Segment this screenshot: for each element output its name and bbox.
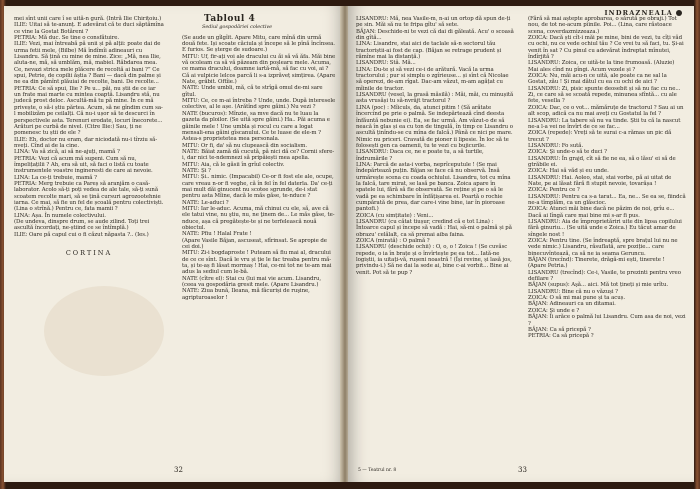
dialogue-paragraph: BĂJAN: Ca să pricepă ? (528, 326, 591, 333)
dialogue-paragraph: LISANDRU (vesel, la grasă măsilă) : Măi, măi, cu minușită asta vrusăși tu să-nvrăjt tractorul ? (356, 92, 514, 105)
dialogue-paragraph: ZOICA: O să mi mai pune și ta acuș. (528, 295, 626, 302)
dialogue-paragraph: ZOICA (cu simțitate) : Veni... (356, 212, 434, 219)
dialogue-paragraph: LISANDRU: În grajd, cît să fie ne ea, să o lăsu' ei să de gtrăbile ei. (528, 155, 676, 168)
running-head-text: INDRAZNEALA (604, 9, 673, 17)
dialogue-paragraph: PETRIA: Vezi că acum mă supeni. Cum să nu, împelițațilii ? Ah, era să uit, să faci o listă cu toate instrumentele voastre ingineresti de care ai nevoie. (14, 155, 153, 175)
dialogue-paragraph: PETRIA: Merg trebuie ca Pareș să aranjăm o casă-laborator. Acolo să-ți poți vedea de ale tale, să-ți sună scoatem recolte mari, să se țină cursuri agrozootehnie iarna. Ce mai, să fie un fel de școală pentru colectiviști. (Lina o strînă.) Pentru ce, fata mamii ? (14, 180, 164, 213)
dialogue-paragraph: LINA: Va să zică, ai să ne-ajuți, mamă ? (14, 149, 120, 156)
dialogue-paragraph: PETRIA: Ce să spui, Ilie ? Pe u... păi, nu știi de ce iar un frate mai marte cu mintea coaptă. Lisandru stă, nu judecă prost deloc. Ascultă-mă tu pă mine. În ce mă privește, o să-i știu părtea. Acum, să ne gîndim cum sa-l mobilizăm pe ceilalți. Că nu-i ușor să te descurci în perspectivele asta. Terenuri erodate, locuri înecorete... Arături pe curbă de nivel. (Citre Ilie:) Sau, ți ne pomenesc tu știi de ele ? (14, 85, 163, 137)
dialogue-paragraph: LINA: La ce-ți trebuie, mamă ? (14, 174, 97, 181)
dialogue-paragraph: BĂJAN: Deschide-ni te vezi că dai di găleată. Acu' o scoasă din gîtă... (356, 28, 514, 42)
dialogue-paragraph: ZOICA: Pentru ce ? (528, 187, 580, 194)
dialogue-paragraph: ZOICA: Și unde e ? (528, 307, 580, 314)
dialogue-paragraph: MITU: Și.. nimic. (Impacabil) Ce-or fi fost ele ale, ocupe, care vreau n-or fi veghe, că în fel în fel daterla. Da' ce-ți mai mult dăi ginucent nu scotee sgrunde, de-i stat pentru asta Mîine, dacă le măs găse, te-nduce ? (182, 174, 334, 200)
dialogue-paragraph: LINA: Parcă de asta-i vorba, neprîceputule ! (Se mai îndepărtează puțin. Băjan se face că nu observă. Însă urmărește scena cu coada ochiului. Lisandru, tot cu mîna la falcă, tare mirat, se lasă pe banca. Zoica apare în spatele lui, fără să fie observată. Se reține și pe o să le vadă pe ea schimbare în înfățișarea ei. Poartă o rochie cumpărată de prea, dar care-i vine bine, iar în pioroase pantofi.) (356, 161, 511, 213)
dialogue-paragraph: ZOICA (repede): Vreți să te surai c-a rămas un pic dă trecut ? (528, 130, 672, 143)
dialogue-paragraph: LISANDRU: Aia de împroprietăriri uite din lipsa copilului fără ginuriu... (Se uită unde e Zoica.) Eu tăcut amar de sîngele nost ! (528, 219, 682, 238)
dialogue-paragraph: ZOICA: Dacă ști cît-i măi pe mine, bini de vezi, tu cîți văd cu ochi, nu ce vede ochiul tău ? Ce vrei tu să faci, tu. Și-ai venit în sat ? Cu pinul cu adevărat îndreptat mînutei, îndîrjită ? (528, 35, 684, 61)
dialogue-paragraph: LISANDRU (cu cătat tiușur, credind că e tot Lina) : Întoarce capul și începe să vadă : Hai, să-mi o palmă și pă obrazu' celălalt, ca să premai aiba faina. (356, 219, 512, 238)
dialogue-paragraph: NATE (cître el): Stai cu (lui mai vie acum. Lisandru, (ceea va gospodăria gresit mele. (Apare Lisandru.) (182, 275, 322, 289)
dialogue-paragraph: (De undeva, dinspre drum, se aude zilind. Toți trei ascultă încordați, ne-știind ce se întîmplă.) (14, 219, 150, 232)
dialogue-paragraph: ZOICA: Pentru tine. (Se îndreaptă, spre brațul lui nu ne vede nimic.) Lisandru, răsuflată, are poziție... care binecuvîntează, ca să ne ia seama Geruncu. (528, 238, 678, 257)
right-column-1 (356, 16, 516, 276)
dialogue-paragraph: LISANDRU: Pentru ca s-a tarat... Ea, ne... Se ea se, fiindcă ne-a tîmplăm, ca un glăscioc. (528, 193, 686, 206)
dialogue-paragraph: LISANDRU: Zi, pisic spunte deosebit și să nu fac cu ne... Zi, ce care să se scoată repede, minunea sfîntă... cu ale fete, vesella ? (528, 85, 681, 105)
dialogue-paragraph: LINA (poc) : Mîiculs, da, atunci pitim ! (Să arătate încercînd pe prie o palmă. Se indepărtează cînd deesta înfăuntă nebunie ei). Ea, se fac urmă. Am văzut-o de să neacă în glas și ea cu ton de tingulă, în timp ce Lisandru o ascultă ținîndu-se cu mîna de falcă.) Până ce nici pe mare. Nimic nu priceri. Cravată de pioner ii lipesie. În loc să te folosești gen ca oamenii, tu te vezi cu bujicurile. (356, 104, 513, 149)
dialogue-paragraph: LISANDRU (trecînd): Ce-i, Vasile, te prezinti pentru vreo defilare ? (528, 269, 681, 283)
tabloul-subtitle: Sediul gospodăriei colective (202, 24, 273, 31)
dialogue-paragraph: BĂJAN: Îi arăce o palmă lui Lisandru. Cum asa de noi, vezi ? (528, 314, 686, 327)
tabloul-title: Tabloul 4 (204, 14, 256, 24)
dialogue-paragraph: (Fără să mai aștepte aprobarea, o sărută pe obraji.) Tot nou, de tot ne-acum pîinile. Poi... (Lina, care răstoace scena, coverdazmizzeaza.) (528, 16, 677, 35)
dialogue-paragraph: LISANDRU: Mă, nea Vasile-m, n-ai un ortop dă spun de-ți pe sin. Măi să nu te fripa gîtu' să sete. (356, 16, 511, 29)
dialogue-paragraph: NATE (bucuros): Mînzie, sa mve dacă nu te luau la gazeta da ploilor. (Se uită spre găini.) Ha.. Păi acuma e găinile mele ! Une umbla și rocul cu care a logat mensali-ena găini gîscanului. Ce te luase de ele-m ? Astea-s proprietetea mea personala. (182, 110, 330, 143)
dialogue-paragraph: NATE: Unde umbli, mă, că te strîgă omul de-mi sare gîtul. (182, 85, 323, 98)
dialogue-paragraph: LISANDRU: Daca ce, ne e poate tu, a să turtile, îndrumările ? (356, 149, 484, 162)
dialogue-paragraph: (Apare Petria.) (528, 263, 568, 270)
dialogue-paragraph: mei sînt unii care î se uită-n gură. (Intră Ilie Chirițoiu.) (14, 16, 162, 22)
dialogue-paragraph: BĂJAN (supus): Aşă... aici. Mă tot țineți și mie urîtu. (528, 282, 669, 289)
dialogue-paragraph: LISANDRU: Zoica, ce uită-te la tine frumoasă. (Aluzie) Mai ales cînd nu pîngi. Acum vezele și ? (528, 60, 675, 73)
dialogue-paragraph: ZOICA: Nu, măi acu-n ce uită, ale poate ca ne sal la Gostat, zău ! Și mai dătul cu ea cu ochi de aici ? (528, 73, 667, 86)
dialogue-paragraph: NATE: Pfiu ! Halal Frate ! (182, 231, 252, 238)
dialogue-paragraph: ZOICA: Dac, ce o vot... mămăruțe de tractorul ? Sau ai un alt scop, adică ca nu mai aveți cu Gostatul la fel ? (528, 104, 684, 118)
dialogue-paragraph: NATE: Și ? (182, 167, 211, 174)
dialogue-paragraph: PETRIA: Mă duc. Se tine o consfătuire. (14, 35, 120, 42)
dialogue-paragraph: BĂJAN (trecînd): Tinerete, drăgă-mi ești, tinerete ! (528, 257, 665, 264)
right-page (348, 6, 694, 482)
dialogue-paragraph: PETRIA: Ca să pricepă ? (528, 333, 594, 340)
dialogue-paragraph: LINA: Lisandre, stai aici de taclale să-n sectorul tău tractoriștii-ai fost de cap. (Băjan se retrage prudent și rămîne mai la distanță.) (356, 41, 502, 61)
left-column-1 (14, 16, 164, 256)
left-column-2 (182, 16, 336, 301)
dialogue-paragraph: LISANDRU: Bine că nu o văzuși ? (528, 288, 619, 295)
dialogue-paragraph: LISANDRU: La tabere să nu va tinde. Știi tu că la nascut ne-a l-a vei ne învîrt de ce se fac... (528, 117, 681, 130)
dialogue-paragraph: BĂJAN: Adineauri ca un ditamai. (528, 301, 616, 308)
left-page (4, 6, 344, 482)
dialogue-paragraph: MITU: Zi-i bogdaproste ! Puteam să fiu mai al, dracului de ce ce sînt. Dacă le vru și ție le fac treaba pentru mă-ta, și te-aș fi lăsat mormaș ! Hai, ce-mi tot ne te-am mai adus la sediul cum le-bă. (182, 250, 332, 276)
dialogue-paragraph: ZOICA: Hai să văd și eu unde. (528, 168, 609, 175)
dialogue-paragraph: ILIE: Uitai să te-anunț. E adevărat că te duci săptămîna ce vine la Gostat Botăreni ? (14, 22, 164, 35)
dialogue-paragraph: LISANDRU (deschide ochii) : O, o, o ! Zoica ! (Se cuvăsc repede, o ia în brațe și o învîrtește pe ea tot... Iată-ne logiștii, ia uitați-vă, rușeni noastră ! (Își revine, și lasă jos, privindu-i.) Să ne dai la sede ai, bine c-ai vorbit... Bine ai venit. Pot să te pup ? (356, 244, 512, 276)
dialogue-paragraph: MITU: Uf, fir-ați voi ale dracului cu ăi să vă ăfa. Măi bine vă ocoleam ca să vă păzeam din poșlearu mele. Acuma, ce mama dracului, doamne iartă-mă, să fac cu voi, ai ? Că ai vulpicie lelcos parcă li s-a izprăveț simțirea. (Apare Nate, grăbit. Oftîie.) (182, 53, 336, 86)
dialogue-paragraph: MITU: Iar le-aduc. Acuma, mă chinui cu ele, să, ave că ele tatui vine, nu ştiu, nu, ne ţinem de... Le măs găse, te-nduce, așa că pregătește-te și ne terfelească nouă obiectul. (182, 205, 335, 231)
dialogue-paragraph: MITU: Or fi, da' să nu clupească din socialism. (182, 142, 307, 149)
right-column-2 (528, 16, 686, 340)
paper-stain (44, 286, 164, 376)
dialogue-paragraph: LISANDRU: Fo sută. (528, 142, 584, 149)
dialogue-paragraph: MITU: Ce, ce m-ai întreba ? Unde, unde. După interesele colective, al le așe. (Arătînd spre găini.) Nu vezi ? (182, 98, 336, 111)
cortina-label: CORTINA (65, 249, 113, 258)
dialogue-paragraph: MITU: Aia, că le găsii în grîul colectiv. (182, 161, 285, 168)
dialogue-paragraph: NATE: Ziua bună, Ileana, mă fâcuriși de ruşine, agripturoaselor ! (182, 288, 310, 301)
dialogue-paragraph: ZOICA: Atunci măi bine dacă ne păzim de noi, grîu e... Dacă ai lîngă care mai bine mi s-ar fi pus. (528, 206, 675, 219)
dialogue-paragraph: (Se aude un gîlgîit. Apare Mitu, care mînă din urmă două fete. Iși scoate căciula și începe să le pînă încînsea. E furios. Se șterge de sudoare.) (182, 34, 335, 54)
dialogue-paragraph: ILIE: Eh, doctor nu eram, dar niciodată nu-i tîrziu să-nveți. Cînd ai de la cine. (14, 136, 158, 149)
dialogue-paragraph: ILIE: Oare pă capul cui o fi căzut năpasta ?.. (Ies.) (14, 231, 149, 238)
dialogue-paragraph: ZOICA: Și unde-o să te duci ? (528, 149, 607, 156)
page-footer: 5 — Teatrul nr. 8 (358, 468, 397, 473)
dialogue-paragraph: NATE: Băiat zamă dă cucută, pă nici dă ce? Cornii sfere-i, dar nici te-ndemnezi să pripăiești mea apelia. (182, 148, 335, 162)
dialogue-paragraph: LISANDRU: Hai. Aoleo, stai, stai vorbe, pă ai uitat de Nate, pe ai lăsat fără fi stupit nevoie, tovarășa ! (528, 174, 672, 187)
dialogue-paragraph: LISANDRU: Stă. Mă... (356, 60, 416, 67)
dialogue-paragraph: ZOICA (mirată) : O palmă ? (356, 238, 430, 245)
dialogue-paragraph: ILIE: Vezi, mai întreabă pă unii și pă alții: poate dai de urma fetii mele, (Bilbe) Mă îndîmîi adineauri cu Lisandru. Să țină cu mine de mine. Zice: „Mă, nea Ilie, aluta-ne, mă, să umblăm, mă, mabiel. Răbdarea mea. Ce, nevazi strica mele plăcere de recoltă ai bani ?” Ce spui, Petrie, de copilii ăștia ? Bani — dacă din palme și ne ea din pămînt plăuiai de recolte, bani. De recolte... (14, 41, 161, 86)
dialogue-paragraph: (Apare Vasile Băjan, ascuseat, sfîrinsat. Se apropie de cei doi.) (182, 237, 327, 251)
dialogue-paragraph: LINA: Du-te și să vezi ce-i de arătură. Vacă la urma tractorului ; pur si simplu o zgîrieuse... și sînt că Nicolae să operezi, de-am rîgat. Dac-am văzut, m-am agățat cu mîinile de tractor. (356, 66, 509, 92)
page-number-left: 32 (174, 466, 183, 474)
dialogue-paragraph: LINA: Așa. În numele colectivului. (14, 212, 106, 219)
page-number-right: 33 (518, 466, 527, 474)
dialogue-paragraph: NATE: Le-aduci ? (182, 199, 229, 206)
